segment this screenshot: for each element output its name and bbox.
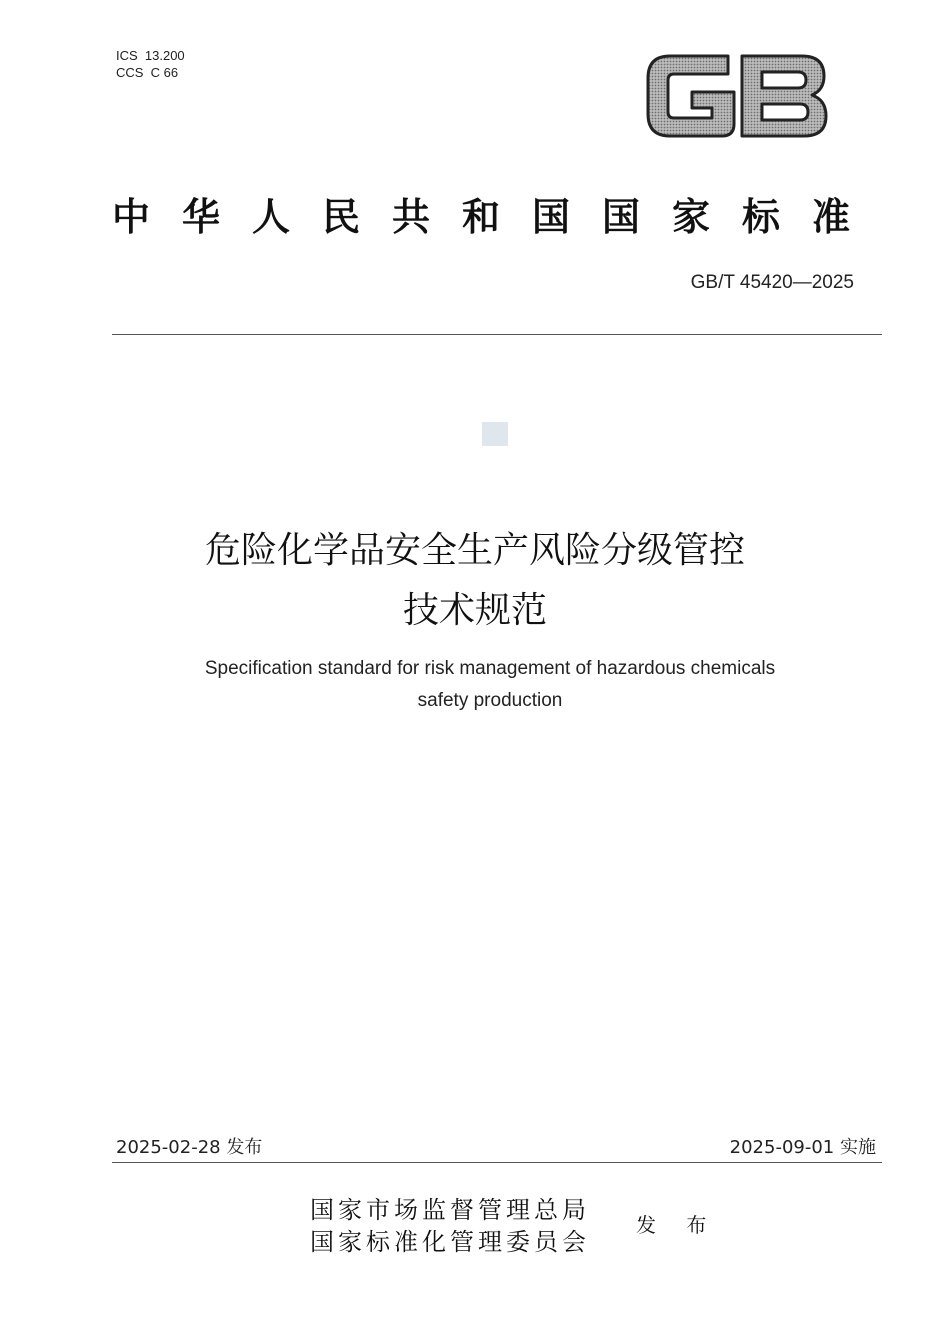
standard-number: GB/T 45420—2025 <box>690 272 854 293</box>
effective-date: 2025-09-01 实施 <box>729 1137 876 1158</box>
title-en-line1: Specification standard for risk management of hazardous chemicals <box>204 658 776 679</box>
gb-logo <box>642 48 830 144</box>
ics-code: ICS 13.200 <box>116 48 185 63</box>
title-zh-line2: 技术规范 <box>402 590 547 631</box>
issue-date: 2025-02-28 发布 <box>116 1137 263 1158</box>
bottom-divider <box>112 1162 882 1163</box>
title-zh-line1: 危险化学品安全生产风险分级管控 <box>204 530 745 571</box>
publish-label: 发 布 <box>636 1213 719 1237</box>
issuer-samr: 国家市场监督管理总局 <box>310 1196 590 1224</box>
watermark-mark <box>482 422 508 446</box>
issuer-sac: 国家标准化管理委员会 <box>310 1228 590 1256</box>
top-divider <box>112 334 882 335</box>
ccs-code: CCS C 66 <box>116 65 179 80</box>
title-en-line2: safety production <box>417 690 563 711</box>
national-standard-heading: 中华人民共和国国家标准 <box>112 195 883 239</box>
classification-codes <box>116 47 185 81</box>
